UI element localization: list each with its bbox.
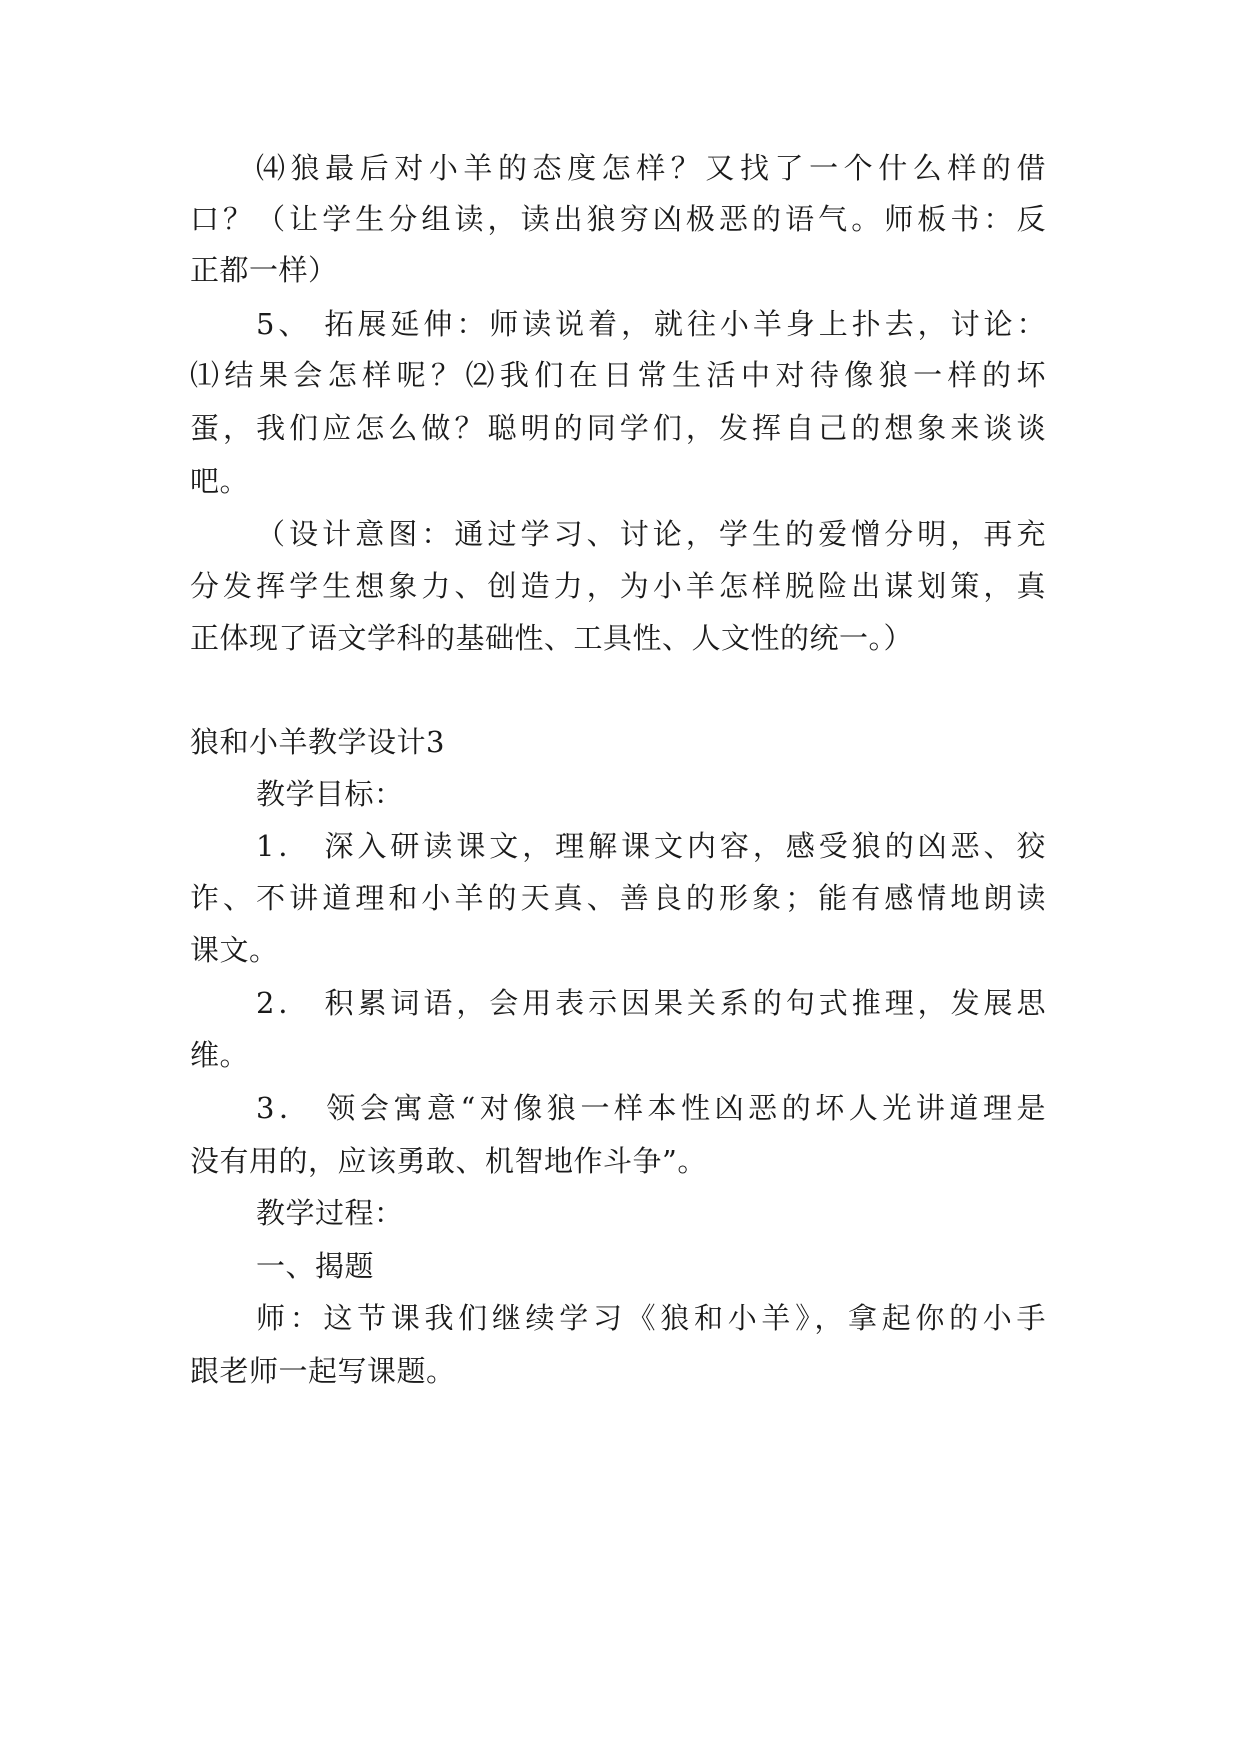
paragraph-line: 口？（让学生分组读，读出狼穷凶极恶的语气。师板书：反 <box>190 202 1046 236</box>
paragraph-line: 分发挥学生想象力、创造力，为小羊怎样脱险出谋划策，真 <box>190 569 1046 603</box>
paragraph-line: 吧。 <box>190 464 250 498</box>
paragraph-line: ⑷狼最后对小羊的态度怎样？又找了一个什么样的借 <box>256 151 1046 185</box>
paragraph-line: 没有用的，应该勇敢、机智地作斗争”。 <box>190 1144 707 1178</box>
paragraph-line: 3． 领会寓意“对像狼一样本性凶恶的坏人光讲道理是 <box>256 1091 1046 1125</box>
paragraph-line: （设计意图：通过学习、讨论，学生的爱憎分明，再充 <box>256 517 1046 551</box>
paragraph-line: 5、 拓展延伸：师读说着，就往小羊身上扑去，讨论： <box>256 307 1046 341</box>
paragraph-line: 2． 积累词语，会用表示因果关系的句式推理，发展思 <box>256 986 1046 1020</box>
paragraph-line: 教学目标： <box>256 777 404 811</box>
paragraph-line: 正体现了语文学科的基础性、工具性、人文性的统一。） <box>190 621 914 655</box>
paragraph-line: 正都一样） <box>190 253 338 287</box>
paragraph-line: 蛋，我们应怎么做？聪明的同学们，发挥自己的想象来谈谈 <box>190 411 1046 445</box>
paragraph-line: 教学过程： <box>256 1196 404 1230</box>
paragraph-line: 维。 <box>190 1038 250 1072</box>
section-heading: 狼和小羊教学设计3 <box>190 725 445 759</box>
paragraph-line: 跟老师一起写课题。 <box>190 1354 456 1388</box>
paragraph-line: 1． 深入研读课文，理解课文内容，感受狼的凶恶、狡 <box>256 829 1046 863</box>
paragraph-line: 师：这节课我们继续学习《狼和小羊》，拿起你的小手 <box>256 1301 1046 1335</box>
paragraph-line: 诈、不讲道理和小羊的天真、善良的形象；能有感情地朗读 <box>190 881 1046 915</box>
paragraph-line: 课文。 <box>190 933 279 967</box>
paragraph-line: ⑴结果会怎样呢？⑵我们在日常生活中对待像狼一样的坏 <box>190 358 1046 392</box>
paragraph-line: 一、揭题 <box>256 1249 375 1283</box>
